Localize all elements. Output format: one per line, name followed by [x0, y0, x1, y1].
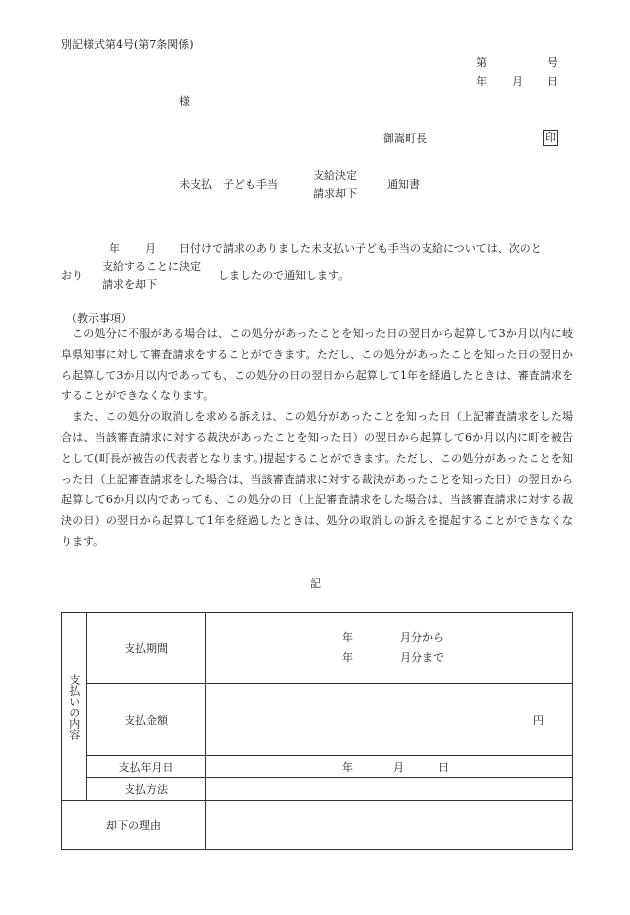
form-number: 別記様式第4号(第7条関係) [61, 38, 194, 51]
period-from-year: 年 [342, 631, 353, 644]
amount-label: 支払金額 [87, 684, 206, 756]
ki-heading: 記 [310, 577, 321, 590]
doc-number-suffix: 号 [547, 56, 558, 69]
payment-date-month: 月 [393, 761, 404, 774]
instructions-heading: （教示事項） [66, 312, 132, 325]
date-year-label: 年 [476, 75, 487, 88]
body-option-bottom: 請求を却下 [102, 278, 157, 291]
rejection-reason-label: 却下の理由 [62, 801, 206, 850]
payment-method-label: 支払方法 [87, 778, 206, 801]
period-to-month: 月分まで [400, 651, 444, 664]
body-month: 月 [145, 242, 156, 255]
period-to-year: 年 [342, 651, 353, 664]
rejection-reason-value-cell[interactable] [206, 801, 573, 850]
payment-group-label: 支払いの内容 [67, 673, 81, 740]
payment-method-value-cell[interactable] [206, 778, 573, 801]
period-label: 支払期間 [87, 613, 206, 684]
payment-table [61, 612, 573, 850]
title-prefix: 未支払 子ども手当 [179, 178, 278, 191]
date-month-label: 月 [512, 75, 523, 88]
amount-unit: 円 [533, 714, 544, 727]
instructions-paragraph-2: また、この処分の取消しを求める訴えは、この処分があったことを知った日（上記審査請求をした場合は、当該審査請求に対する裁決があったことを知った日）の翌日から起算して6か月以内に町を被告として(町長が被告の代表者となります。)提起することができます。ただし、この処分があったことを知った日（上記審査請求をした場合は、当該審査請求に対する裁決があったことを知った日）の翌日から起算して6か月以内であっても、この処分の日（上記審査請求をした場合は、当該審査請求に対する裁決の日）の翌日から起算して1年を経過したときは、処分の取消しの訴えを提起することができなくなります。 [61, 410, 573, 548]
period-value-cell[interactable] [206, 613, 573, 684]
addressee-suffix: 様 [179, 95, 190, 108]
instructions-paragraph-1: この処分に不服がある場合は、この処分があったことを知った日の翌日から起算して3か月以内に岐阜県知事に対して審査請求をすることができます。ただし、この処分があったことを知った日の翌日から起算して3か月以内であっても、この処分の日の翌日から起算して1年を経過したときは、審査請求をすることができなくなります。 [61, 327, 573, 403]
doc-number-prefix: 第 [476, 56, 487, 69]
payment-date-value-cell[interactable] [206, 756, 573, 778]
amount-value-cell[interactable] [206, 684, 573, 756]
title-option-bottom: 請求却下 [313, 187, 357, 200]
period-from-month: 月分から [400, 631, 444, 644]
body-year: 年 [109, 242, 120, 255]
body-option-top: 支給することに決定 [102, 260, 201, 273]
payment-group-cell [62, 613, 87, 801]
payment-date-year: 年 [342, 761, 353, 774]
body-line2-suffix: しましたので通知します。 [218, 269, 350, 282]
body-line2-prefix: おり [61, 269, 83, 282]
date-day-label: 日 [547, 75, 558, 88]
instructions-body [61, 324, 573, 553]
issuer-name: 御嵩町長 [383, 132, 427, 145]
title-option-top: 支給決定 [313, 169, 357, 182]
payment-date-day: 日 [438, 761, 449, 774]
body-line1: 日付けで請求のありました未支払い子ども手当の支給については、次のと [179, 242, 542, 255]
payment-date-label: 支払年月日 [87, 756, 206, 778]
seal-mark: 印 [545, 131, 556, 144]
title-suffix: 通知書 [387, 178, 420, 191]
